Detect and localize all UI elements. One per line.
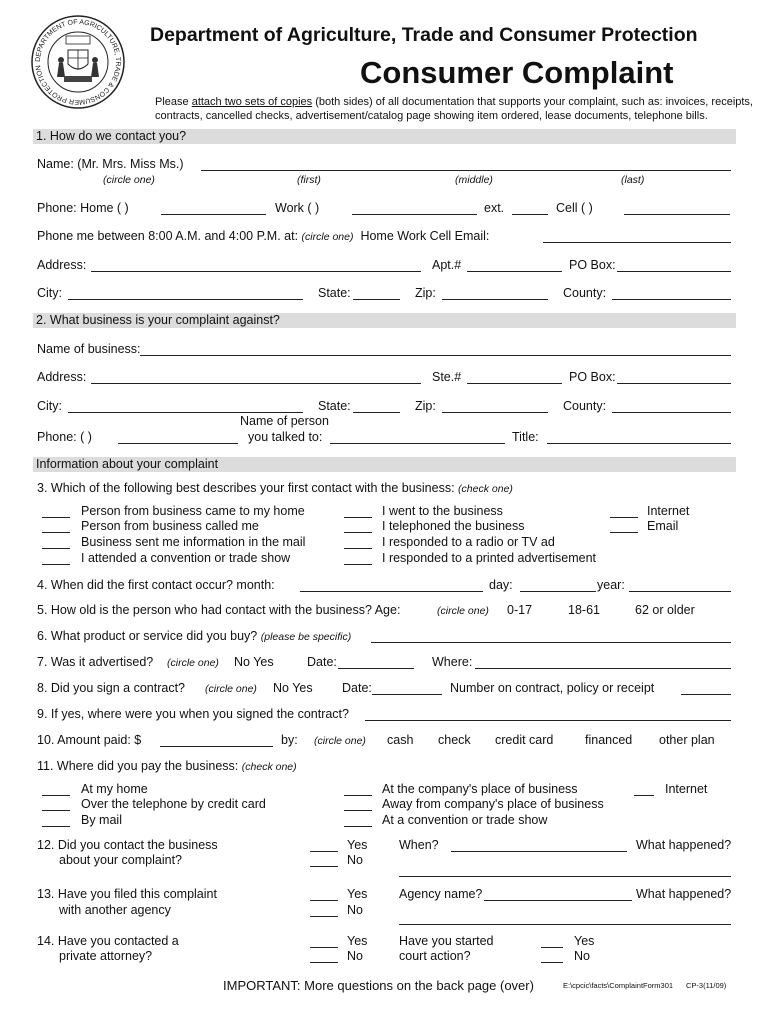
q8-number-field[interactable] bbox=[681, 694, 731, 695]
q13-yes-check[interactable] bbox=[310, 900, 338, 901]
q10-by-label: by: bbox=[281, 733, 298, 747]
q12-no-check[interactable] bbox=[310, 866, 338, 867]
q12-what-happened-field[interactable] bbox=[399, 876, 731, 877]
q11-check-2[interactable] bbox=[42, 810, 70, 811]
q3-check-10[interactable] bbox=[610, 532, 638, 533]
business-city-field[interactable] bbox=[68, 412, 303, 413]
q3-check-9[interactable] bbox=[610, 517, 638, 518]
check-one-note: (check one) bbox=[458, 483, 513, 495]
q14-yes-check[interactable] bbox=[310, 947, 338, 948]
talked-to-label: you talked to: bbox=[248, 430, 323, 444]
business-state-label: State: bbox=[318, 399, 351, 413]
q5-label: 5. How old is the person who had contact with the business? Age: bbox=[37, 603, 401, 617]
q10-option-financed[interactable]: financed bbox=[585, 733, 633, 747]
q11-check-1[interactable] bbox=[42, 795, 70, 796]
name-label: Name: (Mr. Mrs. Miss Ms.) bbox=[37, 157, 184, 171]
q12-yes: Yes bbox=[347, 838, 368, 852]
q3-option: I attended a convention or trade show bbox=[81, 551, 291, 565]
intro-line-1: Please attach two sets of copies (both sides) of all documentation that supports your complaint, such as: invoices, receipts, bbox=[155, 96, 753, 108]
q7-label: 7. Was it advertised? bbox=[37, 655, 154, 669]
q12-when-field[interactable] bbox=[451, 851, 627, 852]
q3-check-8[interactable] bbox=[344, 564, 372, 565]
q14-court-no-check[interactable] bbox=[541, 962, 563, 963]
person-title-label: Title: bbox=[512, 430, 539, 444]
q14-label-2: private attorney? bbox=[59, 949, 153, 963]
q4-day-label: day: bbox=[489, 578, 513, 592]
q4-day-field[interactable] bbox=[520, 591, 596, 592]
business-zip-field[interactable] bbox=[442, 412, 548, 413]
section-3-heading: Information about your complaint bbox=[33, 457, 736, 472]
q8-circle-note: (circle one) bbox=[205, 683, 257, 695]
q11-option: At my home bbox=[81, 782, 148, 796]
q3-option: Email bbox=[647, 519, 679, 533]
q3-check-2[interactable] bbox=[42, 532, 70, 533]
apt-label: Apt.# bbox=[432, 258, 462, 272]
q3-option: Business sent me information in the mail bbox=[81, 535, 306, 549]
q3-check-6[interactable] bbox=[344, 532, 372, 533]
q14-label-1: 14. Have you contacted a bbox=[37, 934, 179, 948]
svg-text:DEPARTMENT OF AGRICULTURE, TRA: DEPARTMENT OF AGRICULTURE, TRADE & CONSUMER PROTECTION bbox=[34, 18, 122, 106]
state-field[interactable] bbox=[353, 299, 400, 300]
q11-label: 11. Where did you pay the business: (check one) bbox=[37, 759, 297, 773]
q3-option: I responded to a radio or TV ad bbox=[382, 535, 555, 549]
q4-year-field[interactable] bbox=[629, 591, 731, 592]
q7-where-field[interactable] bbox=[475, 668, 731, 669]
q14-no-check[interactable] bbox=[310, 962, 338, 963]
q14-yes: Yes bbox=[347, 934, 368, 948]
phone-home-field[interactable] bbox=[161, 214, 266, 215]
q3-check-3[interactable] bbox=[42, 548, 70, 549]
circle-one-note: (circle one) bbox=[301, 231, 354, 243]
business-name-label: Name of business: bbox=[37, 342, 141, 356]
q9-label: 9. If yes, where were you when you signed the contract? bbox=[37, 707, 349, 721]
q10-amount-field[interactable] bbox=[160, 746, 273, 747]
q6-field[interactable] bbox=[371, 642, 731, 643]
q13-yes: Yes bbox=[347, 887, 368, 901]
q11-option: By mail bbox=[81, 813, 122, 827]
q3-check-5[interactable] bbox=[344, 517, 372, 518]
state-seal bbox=[30, 14, 126, 110]
address-field[interactable] bbox=[91, 271, 421, 272]
q14-started-2: court action? bbox=[399, 949, 471, 963]
email-field[interactable] bbox=[543, 242, 731, 243]
q13-what-happened-field[interactable] bbox=[399, 924, 731, 925]
q11-option: At a convention or trade show bbox=[382, 813, 548, 827]
q10-option-cash[interactable]: cash bbox=[387, 733, 414, 747]
q3-label: 3. Which of the following best describes your first contact with the business: (check one) bbox=[37, 481, 513, 495]
ext-field[interactable] bbox=[512, 214, 548, 215]
q5-circle-note: (circle one) bbox=[437, 605, 489, 617]
q11-option: Away from company's place of business bbox=[382, 797, 604, 811]
ext-label: ext. bbox=[484, 201, 505, 215]
q11-check-note: (check one) bbox=[241, 761, 297, 773]
phone-work-label: Work ( ) bbox=[275, 201, 320, 215]
q4-label: 4. When did the first contact occur? month: bbox=[37, 578, 275, 592]
footer-code: CP-3(11/09) bbox=[686, 981, 727, 990]
q14-court-yes-check[interactable] bbox=[541, 947, 563, 948]
q13-no: No bbox=[347, 903, 363, 917]
name-field[interactable] bbox=[201, 170, 731, 171]
zip-field[interactable] bbox=[442, 299, 548, 300]
name-sub-circle: (circle one) bbox=[103, 174, 155, 186]
q11-option: At the company's place of business bbox=[382, 782, 578, 796]
person-title-field[interactable] bbox=[547, 443, 731, 444]
q8-number-label: Number on contract, policy or receipt bbox=[450, 681, 655, 695]
q11-option: Over the telephone by credit card bbox=[81, 797, 266, 811]
q12-label-2: about your complaint? bbox=[59, 853, 182, 867]
seal-graphic bbox=[30, 14, 126, 110]
q10-option-other-plan[interactable]: other plan bbox=[659, 733, 715, 747]
address-label: Address: bbox=[37, 258, 87, 272]
business-address-field[interactable] bbox=[91, 383, 421, 384]
q14-court-no: No bbox=[574, 949, 590, 963]
phone-options: Home Work Cell Email: bbox=[360, 229, 490, 243]
q10-option-credit-card[interactable]: credit card bbox=[495, 733, 554, 747]
q3-check-4[interactable] bbox=[42, 564, 70, 565]
pobox-field[interactable] bbox=[617, 271, 731, 272]
county-label: County: bbox=[563, 286, 607, 300]
pobox-label: PO Box: bbox=[569, 258, 616, 272]
q5-option-0-17[interactable]: 0-17 bbox=[507, 603, 533, 617]
business-zip-label: Zip: bbox=[415, 399, 436, 413]
q10-label: 10. Amount paid: $ bbox=[37, 733, 142, 747]
q11-check-3[interactable] bbox=[42, 826, 70, 827]
q3-option: Person from business called me bbox=[81, 519, 259, 533]
q12-label-1: 12. Did you contact the business bbox=[37, 838, 218, 852]
q3-option: I went to the business bbox=[382, 504, 503, 518]
phone-between-label: Phone me between 8:00 A.M. and 4:00 P.M. at: (circle one) Home Work Cell Email: bbox=[37, 229, 490, 243]
q13-agency-field[interactable] bbox=[484, 900, 632, 901]
q10-option-check[interactable]: check bbox=[438, 733, 471, 747]
q13-agency-label: Agency name? bbox=[399, 887, 483, 901]
business-pobox-label: PO Box: bbox=[569, 370, 616, 384]
section-1-heading: 1. How do we contact you? bbox=[33, 129, 736, 144]
q8-label: 8. Did you sign a contract? bbox=[37, 681, 185, 695]
q7-date-field[interactable] bbox=[338, 668, 414, 669]
q13-label-2: with another agency bbox=[59, 903, 171, 917]
q6-label: 6. What product or service did you buy? (please be specific) bbox=[37, 629, 352, 643]
q7-no-yes[interactable]: No Yes bbox=[234, 655, 274, 669]
q5-option-62-older[interactable]: 62 or older bbox=[635, 603, 695, 617]
q4-year-label: year: bbox=[597, 578, 625, 592]
business-county-label: County: bbox=[563, 399, 607, 413]
q7-where-label: Where: bbox=[432, 655, 473, 669]
q11-check-5[interactable] bbox=[344, 810, 372, 811]
business-phone-field[interactable] bbox=[118, 443, 238, 444]
city-label: City: bbox=[37, 286, 62, 300]
q3-check-1[interactable] bbox=[42, 517, 70, 518]
cell-label: Cell ( ) bbox=[556, 201, 593, 215]
talked-to-field[interactable] bbox=[330, 443, 505, 444]
cell-field[interactable] bbox=[624, 214, 730, 215]
business-city-label: City: bbox=[37, 399, 62, 413]
q12-yes-check[interactable] bbox=[310, 851, 338, 852]
ste-label: Ste.# bbox=[432, 370, 462, 384]
ste-field[interactable] bbox=[467, 383, 562, 384]
q14-court-yes: Yes bbox=[574, 934, 595, 948]
q9-field[interactable] bbox=[365, 720, 731, 721]
zip-label: Zip: bbox=[415, 286, 436, 300]
name-sub-first: (first) bbox=[297, 174, 321, 186]
q14-started-1: Have you started bbox=[399, 934, 494, 948]
specific-note: (please be specific) bbox=[260, 631, 352, 643]
important-label: IMPORTANT: bbox=[223, 978, 301, 993]
q12-when-label: When? bbox=[399, 838, 439, 852]
q3-check-7[interactable] bbox=[344, 548, 372, 549]
business-pobox-field[interactable] bbox=[617, 383, 731, 384]
q3-option: Person from business came to my home bbox=[81, 504, 305, 518]
q7-circle-note: (circle one) bbox=[167, 657, 219, 669]
footer-path: E:\cpcic\facts\ComplaintForm301 bbox=[563, 981, 674, 990]
name-sub-middle: (middle) bbox=[455, 174, 493, 186]
q8-date-label: Date: bbox=[342, 681, 372, 695]
q14-no: No bbox=[347, 949, 363, 963]
q3-option: I responded to a printed advertisement bbox=[382, 551, 597, 565]
business-county-field[interactable] bbox=[612, 412, 731, 413]
q12-what-happened-label: What happened? bbox=[636, 838, 732, 852]
apt-field[interactable] bbox=[467, 271, 562, 272]
person-name-label: Name of person bbox=[240, 414, 329, 428]
q8-date-field[interactable] bbox=[372, 694, 442, 695]
department-name: Department of Agriculture, Trade and Consumer Protection bbox=[150, 24, 698, 46]
phone-home-label: Phone: Home ( ) bbox=[37, 201, 129, 215]
q10-circle-note: (circle one) bbox=[314, 735, 366, 747]
q13-label-1: 13. Have you filed this complaint bbox=[37, 887, 217, 901]
q11-option: Internet bbox=[665, 782, 708, 796]
phone-work-field[interactable] bbox=[352, 214, 477, 215]
q11-check-6[interactable] bbox=[344, 826, 372, 827]
q13-no-check[interactable] bbox=[310, 916, 338, 917]
q7-date-label: Date: bbox=[307, 655, 337, 669]
business-state-field[interactable] bbox=[353, 412, 400, 413]
q5-option-18-61[interactable]: 18-61 bbox=[568, 603, 600, 617]
q12-no: No bbox=[347, 853, 363, 867]
business-name-field[interactable] bbox=[140, 355, 731, 356]
intro-emphasis: attach two sets of copies bbox=[191, 96, 313, 108]
business-address-label: Address: bbox=[37, 370, 87, 384]
q3-option: Internet bbox=[647, 504, 690, 518]
q11-check-4[interactable] bbox=[344, 795, 372, 796]
form-title: Consumer Complaint bbox=[360, 55, 674, 90]
county-field[interactable] bbox=[612, 299, 731, 300]
footer-important: IMPORTANT: More questions on the back page (over) bbox=[223, 978, 534, 993]
state-label: State: bbox=[318, 286, 351, 300]
q13-what-happened-label: What happened? bbox=[636, 887, 732, 901]
q3-option: I telephoned the business bbox=[382, 519, 525, 533]
city-field[interactable] bbox=[68, 299, 303, 300]
q4-month-field[interactable] bbox=[300, 591, 483, 592]
q8-no-yes[interactable]: No Yes bbox=[273, 681, 313, 695]
q11-check-7[interactable] bbox=[634, 795, 654, 796]
business-phone-label: Phone: ( ) bbox=[37, 430, 92, 444]
name-sub-last: (last) bbox=[621, 174, 645, 186]
intro-line-2: contracts, cancelled checks, advertisement/catalog page showing item ordered, lease documents, telephone bills. bbox=[155, 110, 708, 122]
section-2-heading: 2. What business is your complaint against? bbox=[33, 313, 736, 328]
